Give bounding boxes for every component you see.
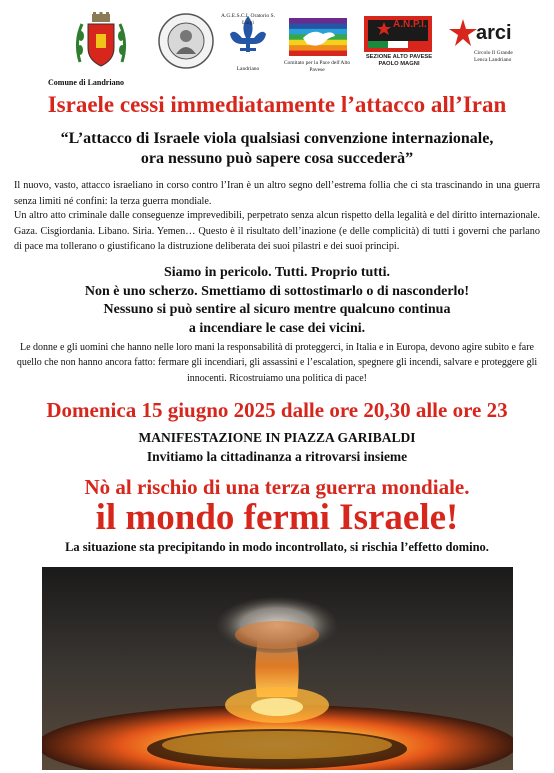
event-date: Domenica 15 giugno 2025 dalle ore 20,30 alle ore 23: [46, 398, 508, 422]
warning-block: [0, 264, 554, 338]
anpi-sub2: PAOLO MAGNI: [378, 61, 420, 67]
event-info: [0, 428, 554, 466]
quote-line-2: ora nessuno può sapere cosa succederà”: [140, 150, 414, 167]
warning-line-3: Nessuno si può sentire al sicuro mentre qualcuno continua: [103, 302, 451, 317]
event-location: MANIFESTAZIONE IN PIAZZA GARIBALDI: [138, 430, 416, 445]
rainbow-stripe: [289, 51, 347, 56]
rainbow-stripe: [289, 18, 347, 24]
warning-line-2: Non è uno scherzo. Smettiamo di sottostimarlo o di nasconderlo!: [84, 283, 470, 299]
comune-label: Comune di Landriano: [48, 78, 125, 87]
arci-title: arci: [476, 22, 512, 44]
slogan-1: Nò al rischio di una terza guerra mondiale.: [84, 475, 470, 499]
anpi-sub1: SEZIONE ALTO PAVESE: [365, 54, 433, 60]
quote-line-1: “L’attacco di Israele viola qualsiasi convenzione internazionale,: [60, 130, 494, 147]
rainbow-stripe: [289, 23, 347, 29]
event-invitation: Invitiamo la cittadinanza a ritrovarsi insieme: [146, 449, 408, 464]
arci-star-logo: [448, 18, 478, 53]
quote: [0, 129, 554, 169]
slogan-2: il mondo fermi Israele!: [95, 497, 459, 538]
comitato-label: Comitato per la Pace dell'Alto Pavese: [283, 60, 351, 73]
warning-line-1: Siamo in pericolo. Tutti. Proprio tutti.: [163, 265, 391, 280]
scout-label: A.G.E.S.C.I. Oratorio S. Luigi: [221, 13, 275, 26]
anpi-title: A.N.P.I.: [393, 19, 427, 30]
paragraph-1: Il nuovo, vasto, attacco israeliano in corso contro l’Iran è un altro segno dell’estrema follia che ci sta trascinando in una guerra senza limiti né confini: la terza guerra mondiale.: [14, 180, 540, 207]
scout-sub-label: Landriano: [236, 66, 260, 72]
logo-row: [0, 8, 554, 88]
rainbow-stripe: [289, 45, 347, 51]
nuclear-explosion-image: [42, 567, 513, 770]
association-seal-logo: [157, 12, 215, 75]
arci-sub: Circolo Il Grande Lenca Landriano: [474, 50, 513, 63]
paragraph-3: Le donne e gli uomini che hanno nelle loro mani la responsabilità di proteggerci, in Italia e in Europa, devono agire subito e fare quello che non hanno ancora fatto: fermare gli incendiari, gli assassini e l’escalation, spegnere gli incendi, salvare e proteggere gli innocenti. Ricostruiamo una politica di pace!: [16, 342, 538, 384]
page-title: Israele cessi immediatamente l’attacco all’Iran: [47, 92, 507, 117]
comune-crest-logo: [72, 12, 130, 77]
situation-line: La situazione sta precipitando in modo incontrollato, si rischia l’effetto domino.: [65, 540, 489, 554]
peace-committee-logo: [289, 18, 347, 61]
paragraph-2: Un altro atto criminale dalle conseguenze imprevedibili, perpetrato senza alcun rispetto della legalità e del diritto internazionale. Gaza. Cisgiordania. Libano. Siria. Yemen… Questo è il risultato dell’inazione (e delle complicità) di tutti i governi che parlano di pace ma tollerano o giustificano la distruzione deliberata dei suoi pilastri e dei suoi principi.: [14, 210, 540, 253]
warning-line-4: a incendiare le case dei vicini.: [188, 320, 366, 336]
